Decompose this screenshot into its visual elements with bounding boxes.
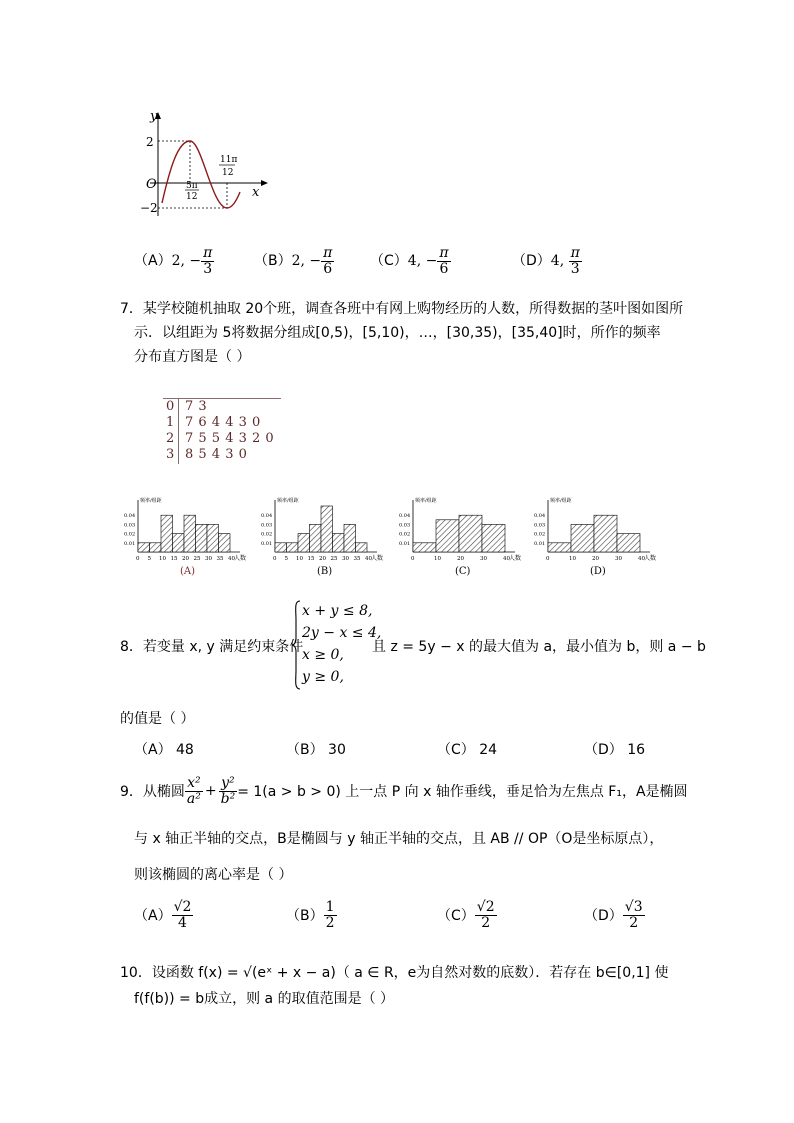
q8-brace <box>291 600 301 690</box>
histogram-bar <box>321 506 333 552</box>
leaf-values: 7 3 <box>185 399 208 414</box>
stem-leaf-row <box>163 431 281 447</box>
tick2-num: 11π <box>220 155 238 165</box>
hist-x-tick: 30 <box>342 556 349 562</box>
hist-x-tick: 5 <box>284 556 288 562</box>
stem-value: 2 <box>166 431 175 446</box>
q9-option-c: （C） $\frac{√2}{2}$ <box>437 899 495 931</box>
histogram-bar <box>459 515 482 552</box>
y-bottom-label: −2 <box>140 201 158 215</box>
histogram-bar <box>219 534 231 552</box>
hist-x-tick: 0 <box>273 556 277 562</box>
hist-x-tick: 15 <box>170 556 178 562</box>
q8-suffix: 且 z = 5y − x 的最大值为 a，最小值为 b，则 a − b <box>372 639 706 655</box>
hist-x-tick: 40 <box>365 556 372 562</box>
hist-x-tick: 40 <box>503 556 510 562</box>
tick1-den: 12 <box>186 192 198 202</box>
hist-y-title: 频率/组距 <box>277 498 299 504</box>
hist-y-tick: 0.04 <box>124 513 136 520</box>
q10-line2: f(f(b)) = b成立，则 a 的取值范围是（ ） <box>134 991 395 1007</box>
hist-x-title: 人数 <box>509 555 522 562</box>
q9-option-a: （A） $\frac{√2}{4}$ <box>134 899 192 931</box>
histogram-option-label: (C) <box>455 566 471 577</box>
hist-y-title: 频率/组距 <box>550 498 572 504</box>
q8-option-d: （D） 16 <box>584 742 646 758</box>
histogram-bar <box>196 524 208 552</box>
hist-y-tick: 0.01 <box>399 540 411 547</box>
hist-y-tick: 0.04 <box>399 513 411 520</box>
histogram-bar <box>571 524 594 552</box>
stem-value: 1 <box>166 415 175 430</box>
hist-x-tick: 20 <box>319 556 326 562</box>
hist-x-tick: 25 <box>330 556 338 562</box>
hist-x-tick: 30 <box>480 556 487 562</box>
hist-x-tick: 30 <box>615 556 622 562</box>
q9-option-b: （B） $\frac{1}{2}$ <box>286 899 335 931</box>
tick2-den: 12 <box>222 168 234 178</box>
histogram-bar <box>333 534 345 552</box>
histogram-bar <box>298 534 310 552</box>
hist-x-tick: 20 <box>457 556 464 562</box>
histogram-bar <box>207 524 219 552</box>
hist-y-tick: 0.02 <box>534 531 546 538</box>
histogram-bar <box>344 524 356 552</box>
hist-x-tick: 0 <box>136 556 140 562</box>
sine-graph <box>140 108 280 223</box>
histogram-bar <box>161 515 173 552</box>
tick1-num: 5π <box>186 181 198 191</box>
hist-y-tick: 0.04 <box>534 513 546 520</box>
leaf-values: 8 5 4 3 0 <box>185 447 248 462</box>
q9-line1: 9．从椭圆 $\frac{\text{x²}}{\text{a²}}$ + $\frac{\text{y²}}{\text{b²}}$ = 1(a > b > 0) 上一点 P 向 x 轴作垂线，垂足恰为左焦点 F₁，A是椭圆 <box>120 775 688 807</box>
hist-x-tick: 0 <box>411 556 415 562</box>
q9-line3: 则该椭圆的离心率是（ ） <box>134 867 293 883</box>
q8-option-a: （A） 48 <box>134 742 194 758</box>
histogram-bar <box>138 543 150 552</box>
hist-x-tick: 5 <box>147 556 151 562</box>
hist-x-tick: 25 <box>193 556 201 562</box>
y-top-label: 2 <box>146 135 154 149</box>
q10-line1: 10．设函数 f(x) = √(eˣ + x − a)（ a ∈ R，e为自然对数的底数）．若存在 b∈[0,1] 使 <box>120 965 669 981</box>
hist-x-tick: 30 <box>205 556 212 562</box>
stem-leaf-row <box>163 415 281 431</box>
q8-option-b: （B） 30 <box>286 742 346 758</box>
histogram-bar <box>594 515 617 552</box>
hist-x-tick: 10 <box>434 556 441 562</box>
q7-line1: 7．某学校随机抽取 20个班，调查各班中有网上购物经历的人数，所得数据的茎叶图如图所 <box>120 301 684 317</box>
histogram-bar <box>150 543 162 552</box>
q8-line2: 的值是（ ） <box>120 711 195 727</box>
hist-x-tick: 35 <box>353 556 361 562</box>
hist-x-tick: 10 <box>296 556 303 562</box>
leaf-values: 7 5 5 4 3 2 0 <box>185 431 275 446</box>
hist-y-tick: 0.01 <box>534 540 546 547</box>
hist-x-tick: 40 <box>638 556 645 562</box>
q7-line3: 分布直方图是（ ） <box>134 349 251 365</box>
histogram-option-label: (D) <box>590 566 606 577</box>
q6-option-c: （C）4, − $\frac{\pi}{6}$ <box>370 245 449 277</box>
histogram-bar <box>310 524 322 552</box>
hist-x-title: 人数 <box>371 555 384 562</box>
q8-constraints: x + y ≤ 8, 2y − x ≤ 4, x ≥ 0, y ≥ 0, <box>302 603 382 685</box>
hist-x-tick: 35 <box>216 556 224 562</box>
hist-y-tick: 0.02 <box>399 531 411 538</box>
q9-line2: 与 x 轴正半轴的交点，B是椭圆与 y 轴正半轴的交点，且 AB // OP（O是坐标原点）， <box>134 831 664 847</box>
hist-x-title: 人数 <box>644 555 657 562</box>
q6-option-b: （B）2, − $\frac{\pi}{6}$ <box>254 245 333 277</box>
histogram-option-label: (B) <box>317 566 333 577</box>
stem-leaf-plot <box>163 398 281 463</box>
histogram-bar <box>482 524 505 552</box>
q6-option-a: （A）2, − $\frac{\pi}{3}$ <box>134 245 213 277</box>
q8-prefix: 8．若变量 x, y 满足约束条件 <box>120 639 304 655</box>
histogram-bar <box>413 543 436 552</box>
hist-x-tick: 15 <box>307 556 315 562</box>
hist-y-tick: 0.02 <box>124 531 136 538</box>
histogram-bar <box>173 534 185 552</box>
hist-y-tick: 0.04 <box>261 513 273 520</box>
q8-option-c: （C） 24 <box>437 742 498 758</box>
hist-y-tick: 0.03 <box>534 522 546 529</box>
hist-y-tick: 0.02 <box>261 531 273 538</box>
q9-option-d: （D） $\frac{√3}{2}$ <box>584 899 643 931</box>
leaf-values: 7 6 4 4 3 0 <box>185 415 261 430</box>
histogram-bar <box>548 543 571 552</box>
hist-y-tick: 0.01 <box>261 540 273 547</box>
hist-x-tick: 20 <box>182 556 189 562</box>
hist-x-tick: 10 <box>569 556 576 562</box>
hist-x-tick: 0 <box>546 556 550 562</box>
stem-leaf-row <box>163 399 281 415</box>
stem-value: 0 <box>166 399 175 414</box>
q7-line2: 示．以组距为 5将数据分组成[0,5)，[5,10)，…，[30,35)，[35,40]时，所作的频率 <box>134 325 661 341</box>
hist-x-tick: 10 <box>159 556 166 562</box>
hist-y-tick: 0.01 <box>124 540 136 547</box>
q6-option-d: （D）4, $\frac{\pi}{3}$ <box>512 245 580 277</box>
stem-leaf-row <box>163 447 281 463</box>
x-axis-label: x <box>252 185 260 200</box>
hist-y-title: 频率/组距 <box>140 498 162 504</box>
histogram-options <box>120 494 660 584</box>
hist-x-tick: 40 <box>228 556 235 562</box>
histogram-bar <box>184 515 196 552</box>
y-axis-label: y <box>150 109 158 124</box>
hist-y-tick: 0.03 <box>261 522 273 529</box>
histogram-bar <box>436 520 459 552</box>
hist-y-tick: 0.03 <box>124 522 136 529</box>
histogram-bar <box>275 543 287 552</box>
stem-value: 3 <box>166 447 175 462</box>
origin-label: O <box>146 177 157 192</box>
histogram-bar <box>617 534 640 552</box>
histogram-option-label: (A) <box>180 566 196 577</box>
hist-y-title: 频率/组距 <box>415 498 437 504</box>
hist-x-title: 人数 <box>234 555 247 562</box>
hist-y-tick: 0.03 <box>399 522 411 529</box>
histogram-bar <box>356 543 368 552</box>
hist-x-tick: 20 <box>592 556 599 562</box>
histogram-bar <box>287 543 299 552</box>
